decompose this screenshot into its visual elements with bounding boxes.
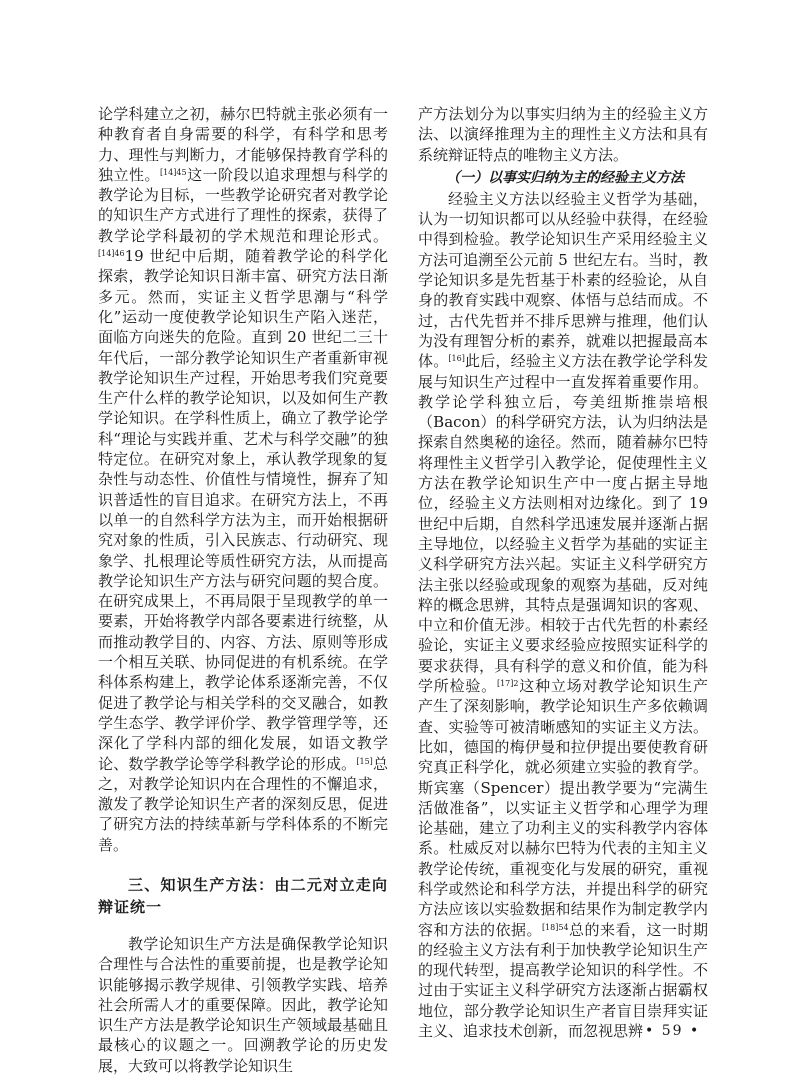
right-column <box>418 104 708 1041</box>
left-column <box>98 104 388 1076</box>
text-segment: 总之，对教学论知识内在合理性的不懈追求，激发了教学论知识生产者的深刻反思，促进了研究方法的持续革新与学科体系的不断完善。 <box>98 754 388 854</box>
body-paragraph <box>98 104 388 855</box>
text-segment: 此后，经验主义方法在教学论学科发展与知识生产过程中一直发挥着重要作用。教学论学科独立后，夸美纽斯推崇培根（Bacon）的科学研究方法，认为归纳法是探索自然奥秘的途径。然而，随着赫尔巴特将理性主义哲学引入教学论，促使理性主义方法在教学论知识生产中一度占据主导地位，经验主义方法则相对边缘化。到了 19 世纪中后期，自然科学迅速发展并逐渐占据主导地位，以经验主义哲学为基础的实证主义科学研究方法兴起。实证主义科学研究方法主张以经验或现象的观察为基础，反对纯粹的概念思辨，其特点是强调知识的客观、中立和价值无涉。相较于古代先哲的朴素经验论，实证主义要求经验应按照实证科学的要求获得，具有科学的意义和价值，能为科学所检验。 <box>418 352 708 696</box>
citation: [16] <box>448 354 465 364</box>
body-paragraph: 产方法划分为以事实归纳为主的经验主义方法、以演绎推理为主的理性主义方法和具有系统辩证特点的唯物主义方法。 <box>418 105 708 164</box>
text-segment: 19 世纪中后期，随着教学论的科学化探索，教学论知识日渐丰富、研究方法日渐多元。然而，实证主义哲学思潮与“科学化”运动一度使教学论知识生产陷入迷茫，面临方向迷失的危险。直到 20 世纪二三十年代后，一部分教学论知识生产者重新审视教学论知识生产过程，开始思考我们究竟要生产什么样的教学论知识，以及如何生产教学论知识。在学科性质上，确立了教学论学科“理论与实践并重、艺术与科学交融”的独特定位。在研究对象上，承认教学现象的复杂性与动态性、价值性与情境性，摒弃了知识普适性的盲目追求。在研究方法上，不再以单一的自然科学方法为主，而开始根据研究对象的性质，引入民族志、行动研究、现象学、扎根理论等质性研究方法，从而提高教学论知识生产方法与研究问题的契合度。在研究成果上，不再局限于呈现教学的单一要素，开始将教学内部各要素进行统整，从而推动教学目的、内容、方法、原则等形成一个相互关联、协同促进的有机系统。在学科体系构建上，教学论体系逐渐完善，不仅促进了教学论与相关学科的交叉融合，如教学生态学、教学评价学、教学管理学等，还深化了学科内部的细化发展，如语文教学论、数学教学论等学科教学论的形成。 <box>98 247 388 773</box>
text-segment: 这种立场对教学论知识生产产生了深刻影响，教学论知识生产多依赖调查、实验等可被清晰感知的实证主义方法。比如，德国的梅伊曼和拉伊提出要使教育研究真正科学化，就必须建立实验的教育学。斯宾塞（Spencer）提出教学要为“完满生活做准备”，以实证主义哲学和心理学为理论基础，建立了功利主义的实科教学内容体系。杜威反对以赫尔巴特为代表的主知主义教学论传统，重视变化与发展的研究，重视科学或然论和科学方法，并提出科学的研究方法应该以实验数据和结果作为制定教学内容和方法的依据。 <box>418 677 708 939</box>
page-number: • 59 • <box>645 1023 701 1039</box>
section-heading: 三、知识生产方法：由二元对立走向辩证统一 <box>98 875 388 916</box>
citation: [14]46 <box>98 249 125 259</box>
text-segment: 论学科建立之初，赫尔巴特就主张必须有一种教育者自身需要的科学，有科学和思考力、理性与判断力，才能够保持教育学科的独立性。 <box>98 105 388 184</box>
subsection-heading: （一）以事实归纳为主的经验主义方法 <box>446 169 684 186</box>
body-paragraph: 教学论知识生产方法是确保教学论知识合理性与合法性的重要前提，也是教学论知识能够揭示教学规律、引领教学实践、培养社会所需人才的重要保障。因此，教学论知识生产方法是教学论知识生产领域最基础且最核心的议题之一。回溯教学论的历史发展，大致可以将教学论知识生 <box>98 934 388 1075</box>
text-segment: 总的来看，这一时期的经验主义方法有利于加快教学论知识生产的现代转型，提高教学论知识的科学性。不过由于实证主义科学研究方法逐渐占据霸权地位，部分教学论知识生产者盲目崇拜实证主义、追求技术创新，而忽视思辨 <box>418 920 708 1041</box>
citation: [17]2 <box>496 679 519 689</box>
citation: [15] <box>356 756 373 766</box>
citation: [14]45 <box>159 167 187 177</box>
body-paragraph <box>418 189 708 1041</box>
text-segment: 经验主义方法以经验主义哲学为基础，认为一切知识都可以从经验中获得，在经验中得到检验。教学论知识生产采用经验主义方法可追溯至公元前 5 世纪左右。当时，教学论知识多是先哲基于朴素的经验论，从自身的教育实践中观察、体悟与总结而成。不过，古代先哲并不排斥思辨与推理，他们认为没有理智分析的素养，就难以把握最高本体。 <box>418 189 708 371</box>
text-segment: 这一阶段以追求理想与科学的教学论为目标，一些教学论研究者对教学论的知识生产方式进行了理性的探索，获得了教学论学科最初的学术规范和理论形式。 <box>98 165 388 245</box>
citation: [18]54 <box>541 922 569 932</box>
